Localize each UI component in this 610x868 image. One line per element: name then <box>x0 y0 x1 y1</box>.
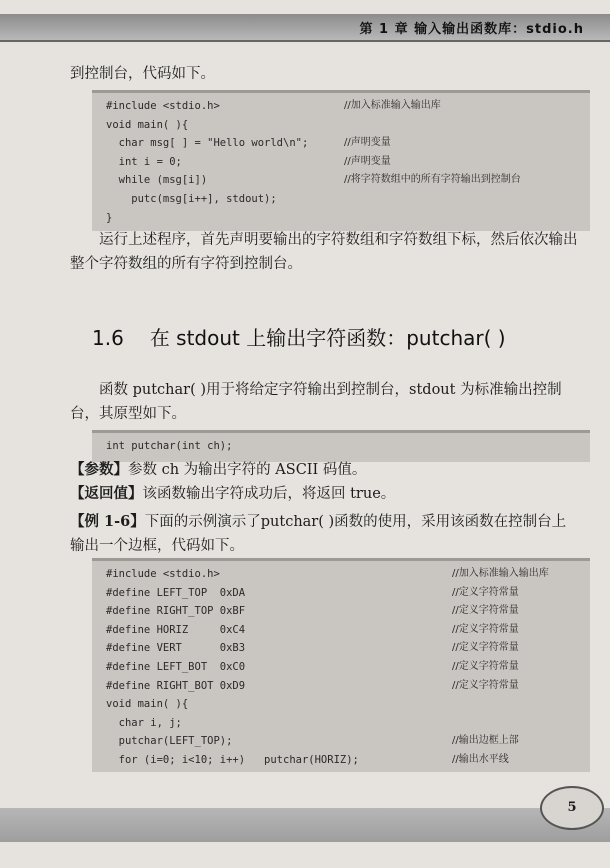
code-line <box>92 732 590 751</box>
code-comment: //定义字符常量 <box>452 586 519 598</box>
code-text: #define LEFT_TOP 0xDA <box>106 586 246 599</box>
example-label: 【例 1-6】 <box>70 513 145 530</box>
code-comment: //输出水平线 <box>452 753 509 765</box>
code-text: char msg[ ] = "Hello world\n"; <box>106 137 309 150</box>
code-line <box>92 695 590 714</box>
code-line <box>92 714 590 733</box>
page-number: 5 <box>540 786 604 830</box>
code-text: putchar(LEFT_TOP); <box>106 735 233 748</box>
code-comment: //定义字符常量 <box>452 642 519 654</box>
code-comment: //输出边框上部 <box>452 735 519 747</box>
section-heading <box>92 322 506 351</box>
code-comment: //定义字符常量 <box>452 660 519 672</box>
params-text: 参数 ch 为输出字符的 ASCII 码值。 <box>128 462 367 478</box>
code-line <box>92 658 590 677</box>
example-text: 下面的示例演示了putchar( )函数的使用，采用该函数在控制台上输出一个边框，代码如下。 <box>70 514 567 554</box>
return-value-label: 【返回值】 <box>70 485 143 502</box>
code-line <box>92 677 590 696</box>
code-text: putc(msg[i++], stdout); <box>106 192 277 205</box>
code-text: void main( ){ <box>106 698 189 711</box>
code-line <box>92 116 590 135</box>
code-text: #define RIGHT_TOP 0xBF <box>106 605 246 618</box>
code-block-putchar <box>92 558 590 772</box>
code-block-prototype <box>92 430 590 462</box>
intro-line: 到控制台，代码如下。 <box>70 66 215 82</box>
page-footer-bar <box>0 808 610 842</box>
code-text: char i, j; <box>106 716 182 729</box>
code-comment: //定义字符常量 <box>452 605 519 617</box>
return-value-text: 该函数输出字符成功后，将返回 true。 <box>142 486 396 502</box>
code-text: int putchar(int ch); <box>106 440 233 452</box>
code-line <box>92 209 590 228</box>
code-comment: //声明变量 <box>344 137 391 149</box>
code-comment: //定义字符常量 <box>452 679 519 691</box>
params-line <box>70 458 580 482</box>
code-line <box>92 621 590 640</box>
section-number: 1.6 <box>92 326 124 350</box>
example-paragraph <box>70 510 580 558</box>
code-line <box>92 639 590 658</box>
code-text: #define VERT 0xB3 <box>106 642 246 655</box>
code-text: #define RIGHT_BOT 0xD9 <box>106 679 246 692</box>
code-text: } <box>106 211 113 224</box>
code-line <box>92 153 590 172</box>
code-comment: //加入标准输入输出库 <box>452 568 549 579</box>
code-text: #include <stdio.h> <box>106 100 220 112</box>
explanation-paragraph: 运行上述程序，首先声明要输出的字符数组和字符数组下标，然后依次输出整个字符数组的所有字符到控制台。 <box>70 232 578 272</box>
code-block-hello <box>92 90 590 231</box>
return-value-line <box>70 482 580 506</box>
code-line <box>92 134 590 153</box>
code-line <box>92 584 590 603</box>
description-paragraph: 函数 putchar( )用于将给定字符输出到控制台，stdout 为标准输出控制台，其原型如下。 <box>70 382 562 422</box>
code-text: for (i=0; i<10; i++) putchar(HORIZ); <box>106 753 359 766</box>
code-line <box>92 602 590 621</box>
code-text: while (msg[i]) <box>106 174 208 187</box>
chapter-header: 第 1 章 输入输出函数库：stdio.h <box>359 22 584 37</box>
code-line <box>92 437 590 456</box>
code-text: #define HORIZ 0xC4 <box>106 623 246 636</box>
code-comment: //定义字符常量 <box>452 623 519 635</box>
code-text: #include <stdio.h> <box>106 568 220 580</box>
code-line <box>92 190 590 209</box>
code-line <box>92 565 590 584</box>
code-comment: //加入标准输入输出库 <box>344 100 441 111</box>
code-line <box>92 97 590 116</box>
params-label: 【参数】 <box>70 461 128 478</box>
section-title: 在 stdout 上输出字符函数：putchar( ) <box>149 326 506 350</box>
code-line <box>92 171 590 190</box>
code-comment: //声明变量 <box>344 155 391 167</box>
code-text: int i = 0; <box>106 155 182 168</box>
code-text: #define LEFT_BOT 0xC0 <box>106 660 246 673</box>
code-text: void main( ){ <box>106 118 189 131</box>
code-line <box>92 751 590 770</box>
code-comment: //将字符数组中的所有字符输出到控制台 <box>344 174 521 186</box>
